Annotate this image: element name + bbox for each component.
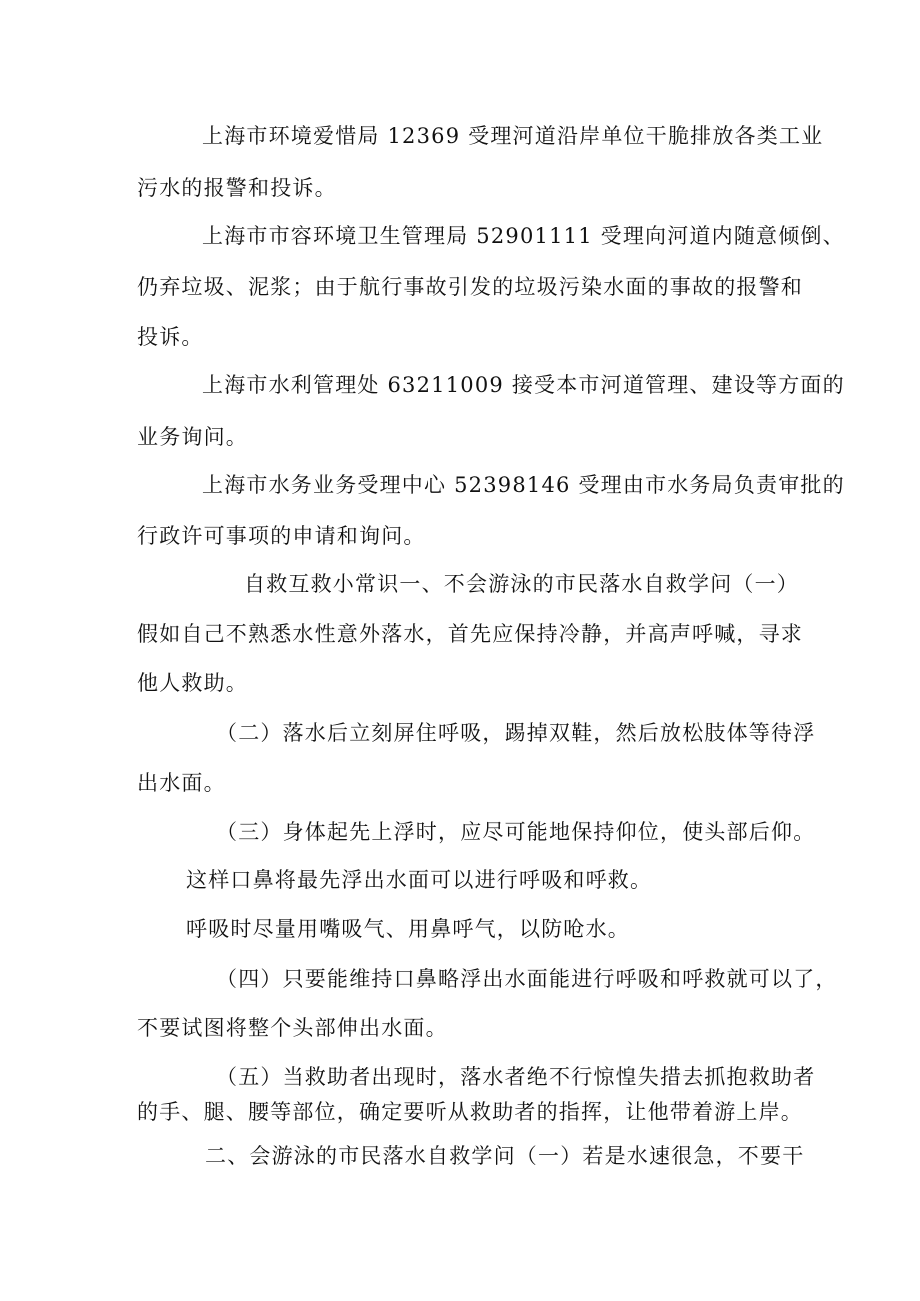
text-line: 上海市水利管理处 63211009 接受本市河道管理、建设等方面的 bbox=[202, 373, 845, 397]
text-line: 不要试图将整个头部伸出水面。 bbox=[137, 1016, 448, 1040]
text-line: 投诉。 bbox=[137, 325, 204, 349]
text-line: 行政许可事项的申请和询问。 bbox=[137, 524, 426, 548]
text-line: 出水面。 bbox=[137, 771, 226, 795]
text-line: （二）落水后立刻屏住呼吸，踢掉双鞋，然后放松肢体等待浮 bbox=[216, 721, 816, 745]
text-line: 呼吸时尽量用嘴吸气、用鼻呼气，以防呛水。 bbox=[186, 917, 630, 941]
text-line: 上海市环境爱惜局 12369 受理河道沿岸单位干脆排放各类工业 bbox=[202, 124, 824, 148]
text-line: 他人救助。 bbox=[137, 671, 248, 695]
text-line: 业务询问。 bbox=[137, 425, 248, 449]
section-heading: 二、会游泳的市民落水自救学问（一）若是水速很急，不要干 bbox=[205, 1144, 805, 1168]
text-line: 仍弃垃圾、泥浆；由于航行事故引发的垃圾污染水面的事故的报警和 bbox=[137, 275, 803, 299]
text-line: 污水的报警和投诉。 bbox=[137, 176, 337, 200]
text-line: （四）只要能维持口鼻略浮出水面能进行呼吸和呼救就可以了， bbox=[216, 967, 838, 991]
text-line: （三）身体起先上浮时，应尽可能地保持仰位，使头部后仰。 bbox=[216, 820, 816, 844]
text-line: 上海市水务业务受理中心 52398146 受理由市水务局负责审批的 bbox=[202, 473, 845, 497]
text-line: 这样口鼻将最先浮出水面可以进行呼吸和呼救。 bbox=[186, 868, 653, 892]
text-line: 的手、腿、腰等部位，确定要听从救助者的指挥，让他带着游上岸。 bbox=[137, 1100, 803, 1124]
text-line: 假如自己不熟悉水性意外落水，首先应保持冷静，并高声呼喊，寻求 bbox=[137, 622, 803, 646]
text-line: （五）当救助者出现时，落水者绝不行惊惶失措去抓抱救助者 bbox=[216, 1065, 816, 1089]
text-line: 上海市市容环境卫生管理局 52901111 受理向河道内随意倾倒、 bbox=[202, 224, 845, 248]
section-heading: 自救互救小常识一、不会游泳的市民落水自救学问（一） bbox=[244, 572, 799, 596]
